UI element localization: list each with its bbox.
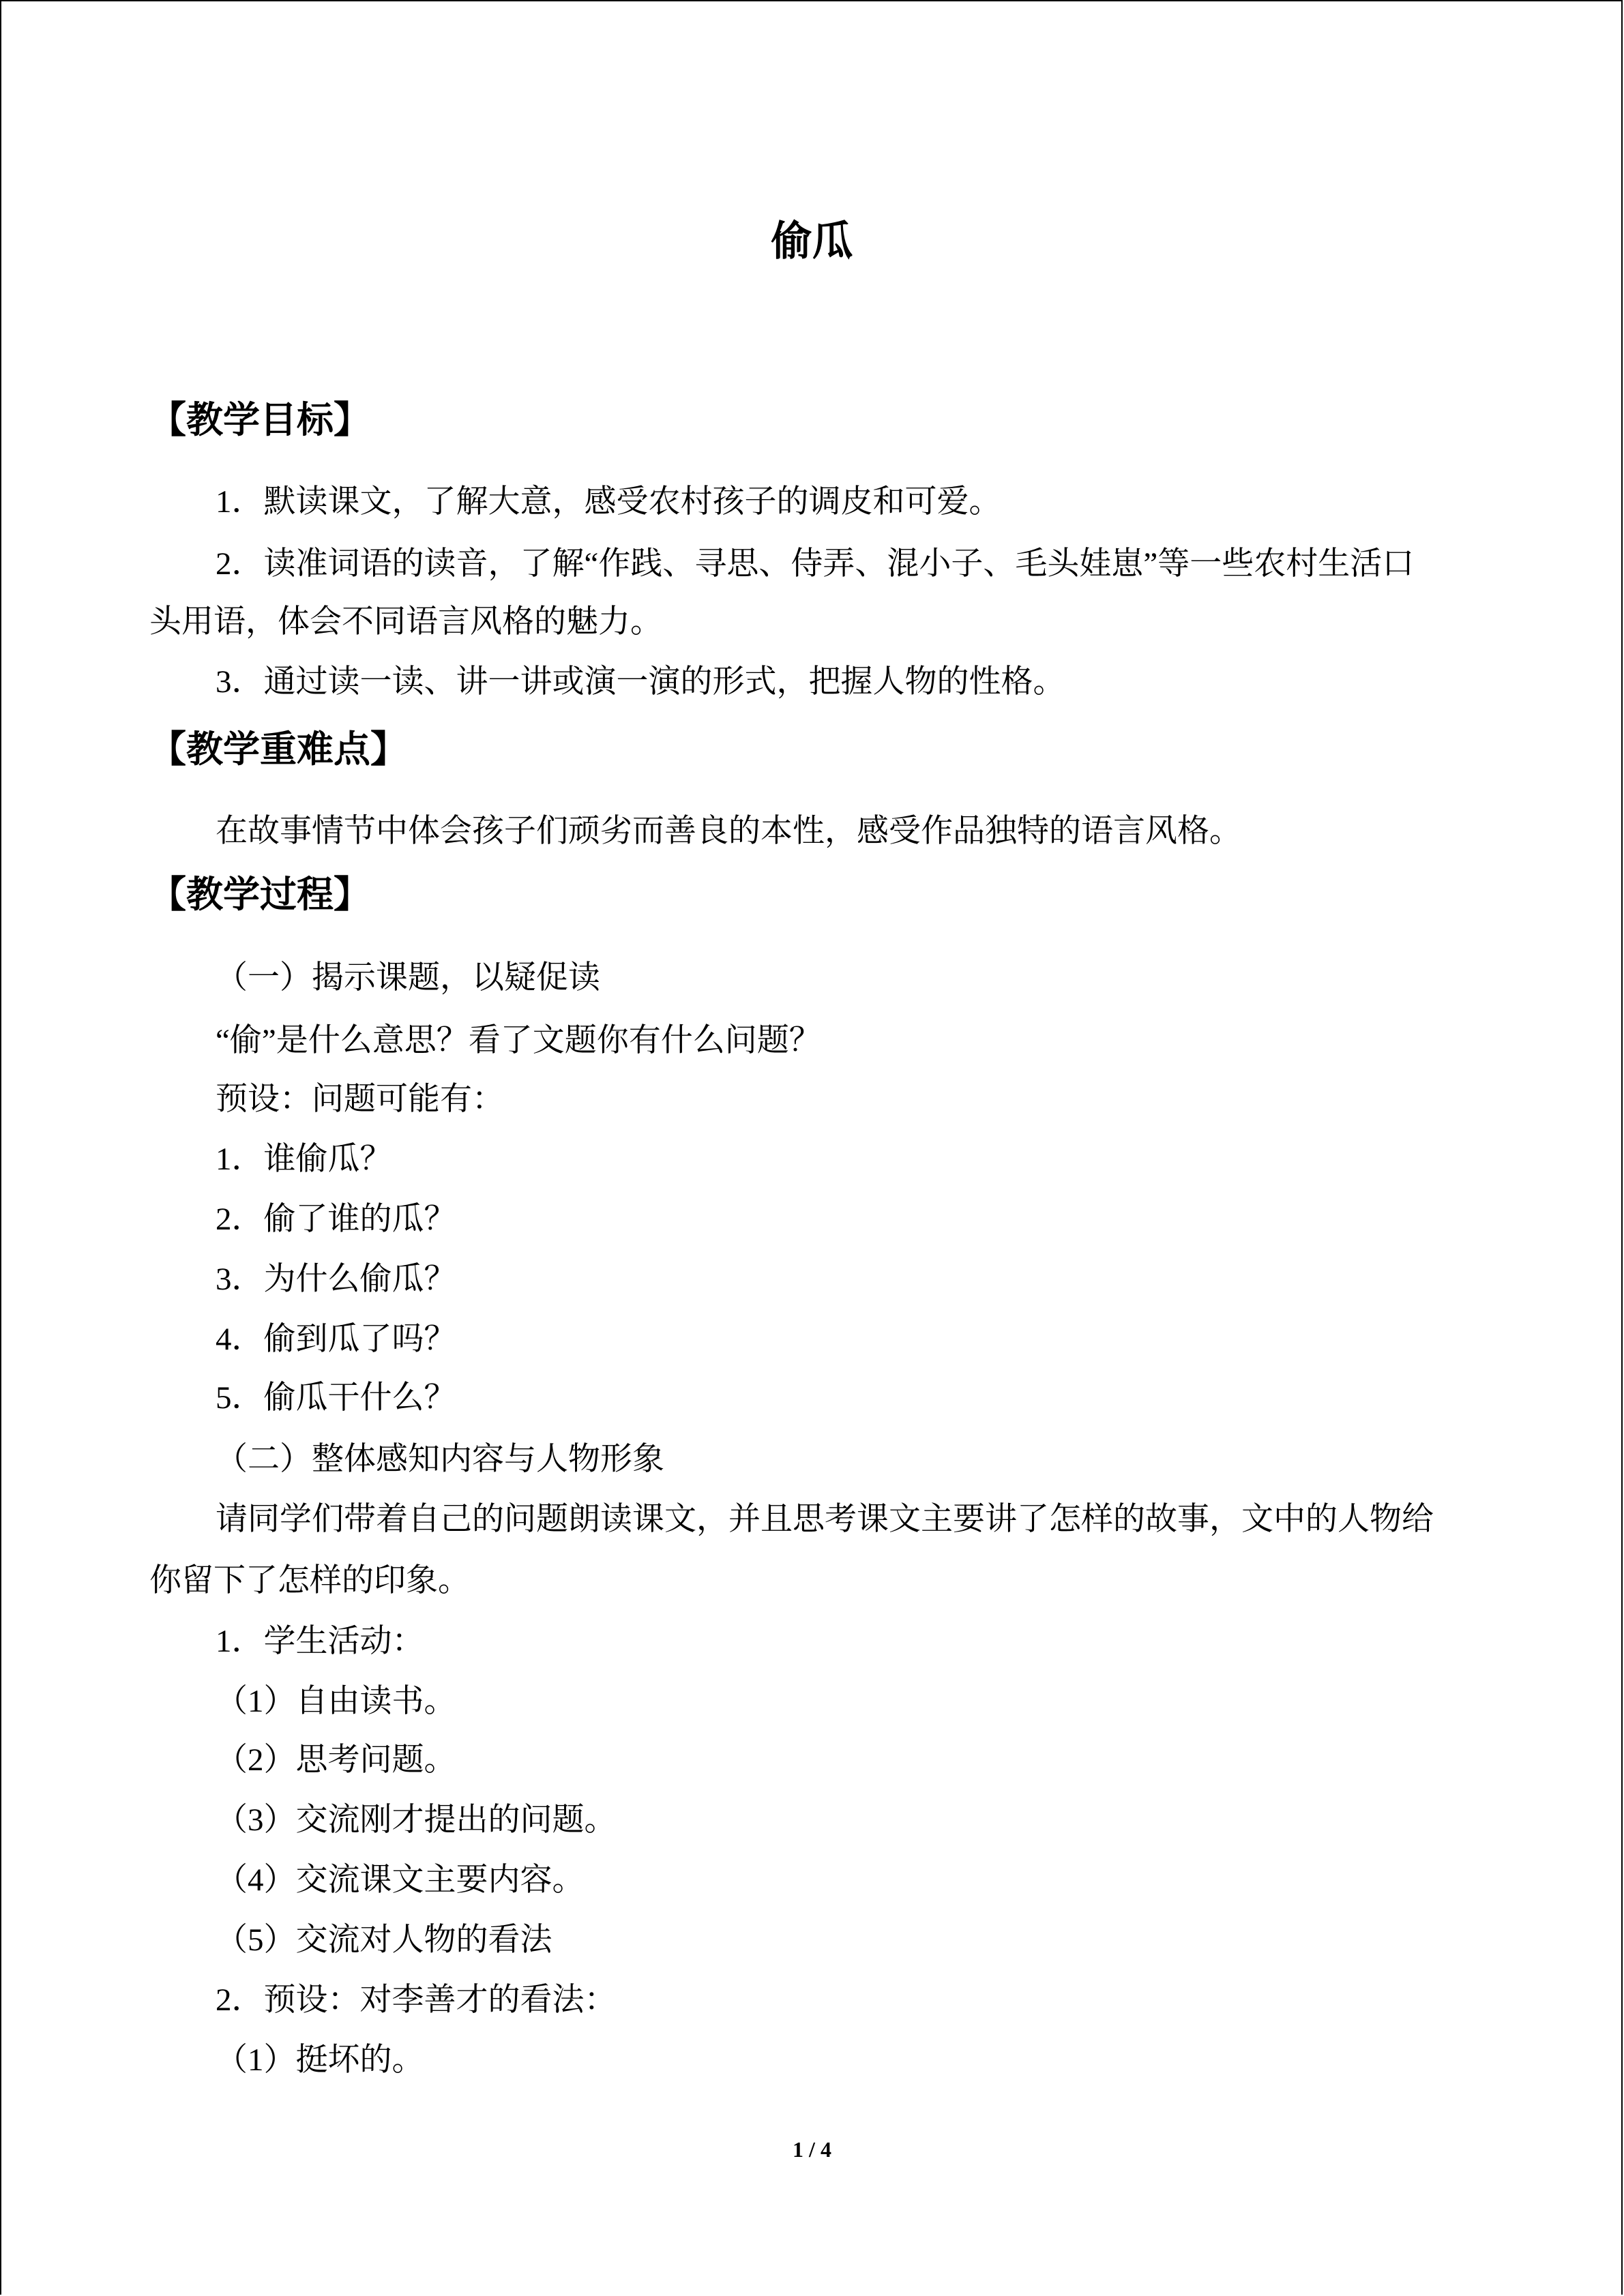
process-line: 2．预设：对李善才的看法： — [216, 1982, 617, 2018]
process-line: 5．偷瓜干什么？ — [216, 1380, 456, 1416]
process-line: “偷”是什么意思？看了文题你有什么问题？ — [216, 1023, 821, 1058]
process-line: 4．偷到瓜了吗？ — [216, 1322, 456, 1357]
process-line: 3．为什么偷瓜？ — [216, 1262, 456, 1297]
goal-item: 3．通过读一读、讲一讲或演一演的形式，把握人物的性格。 — [216, 664, 1065, 700]
process-line-continued: 你留下了怎样的印象。 — [149, 1563, 470, 1598]
process-line: （1）自由读书。 — [216, 1684, 456, 1719]
process-line: 1．学生活动： — [216, 1624, 424, 1659]
goal-item: 2．读准词语的读音，了解“作践、寻思、侍弄、混小子、毛头娃崽”等一些农村生活口 — [216, 546, 1415, 582]
goal-item-continued: 头用语，体会不同语言风格的魅力。 — [149, 604, 662, 640]
heading-teaching-process: 【教学过程】 — [149, 874, 370, 915]
process-line: 2．偷了谁的瓜？ — [216, 1202, 456, 1237]
process-line: （二）整体感知内容与人物形象 — [216, 1442, 664, 1477]
document-title: 偷瓜 — [771, 219, 853, 264]
goal-item: 1．默读课文，了解大意，感受农村孩子的调皮和可爱。 — [216, 484, 1001, 520]
process-line: （4）交流课文主要内容。 — [216, 1862, 585, 1898]
key-points-text: 在故事情节中体会孩子们顽劣而善良的本性，感受作品独特的语言风格。 — [216, 814, 1241, 849]
heading-teaching-goals: 【教学目标】 — [149, 400, 370, 441]
process-line: （2）思考问题。 — [216, 1742, 456, 1778]
process-line: （5）交流对人物的看法 — [216, 1922, 552, 1958]
process-line: 1．谁偷瓜？ — [216, 1142, 392, 1177]
process-line: （1）挺坏的。 — [216, 2042, 424, 2078]
process-line: （一）揭示课题，以疑促读 — [216, 960, 600, 996]
page-number: 1 / 4 — [793, 2137, 831, 2162]
heading-key-points: 【教学重难点】 — [149, 729, 407, 770]
process-line: 请同学们带着自己的问题朗读课文，并且思考课文主要讲了怎样的故事，文中的人物给 — [216, 1502, 1434, 1537]
process-line: （3）交流刚才提出的问题。 — [216, 1802, 617, 1838]
process-line: 预设：问题可能有： — [216, 1082, 504, 1117]
